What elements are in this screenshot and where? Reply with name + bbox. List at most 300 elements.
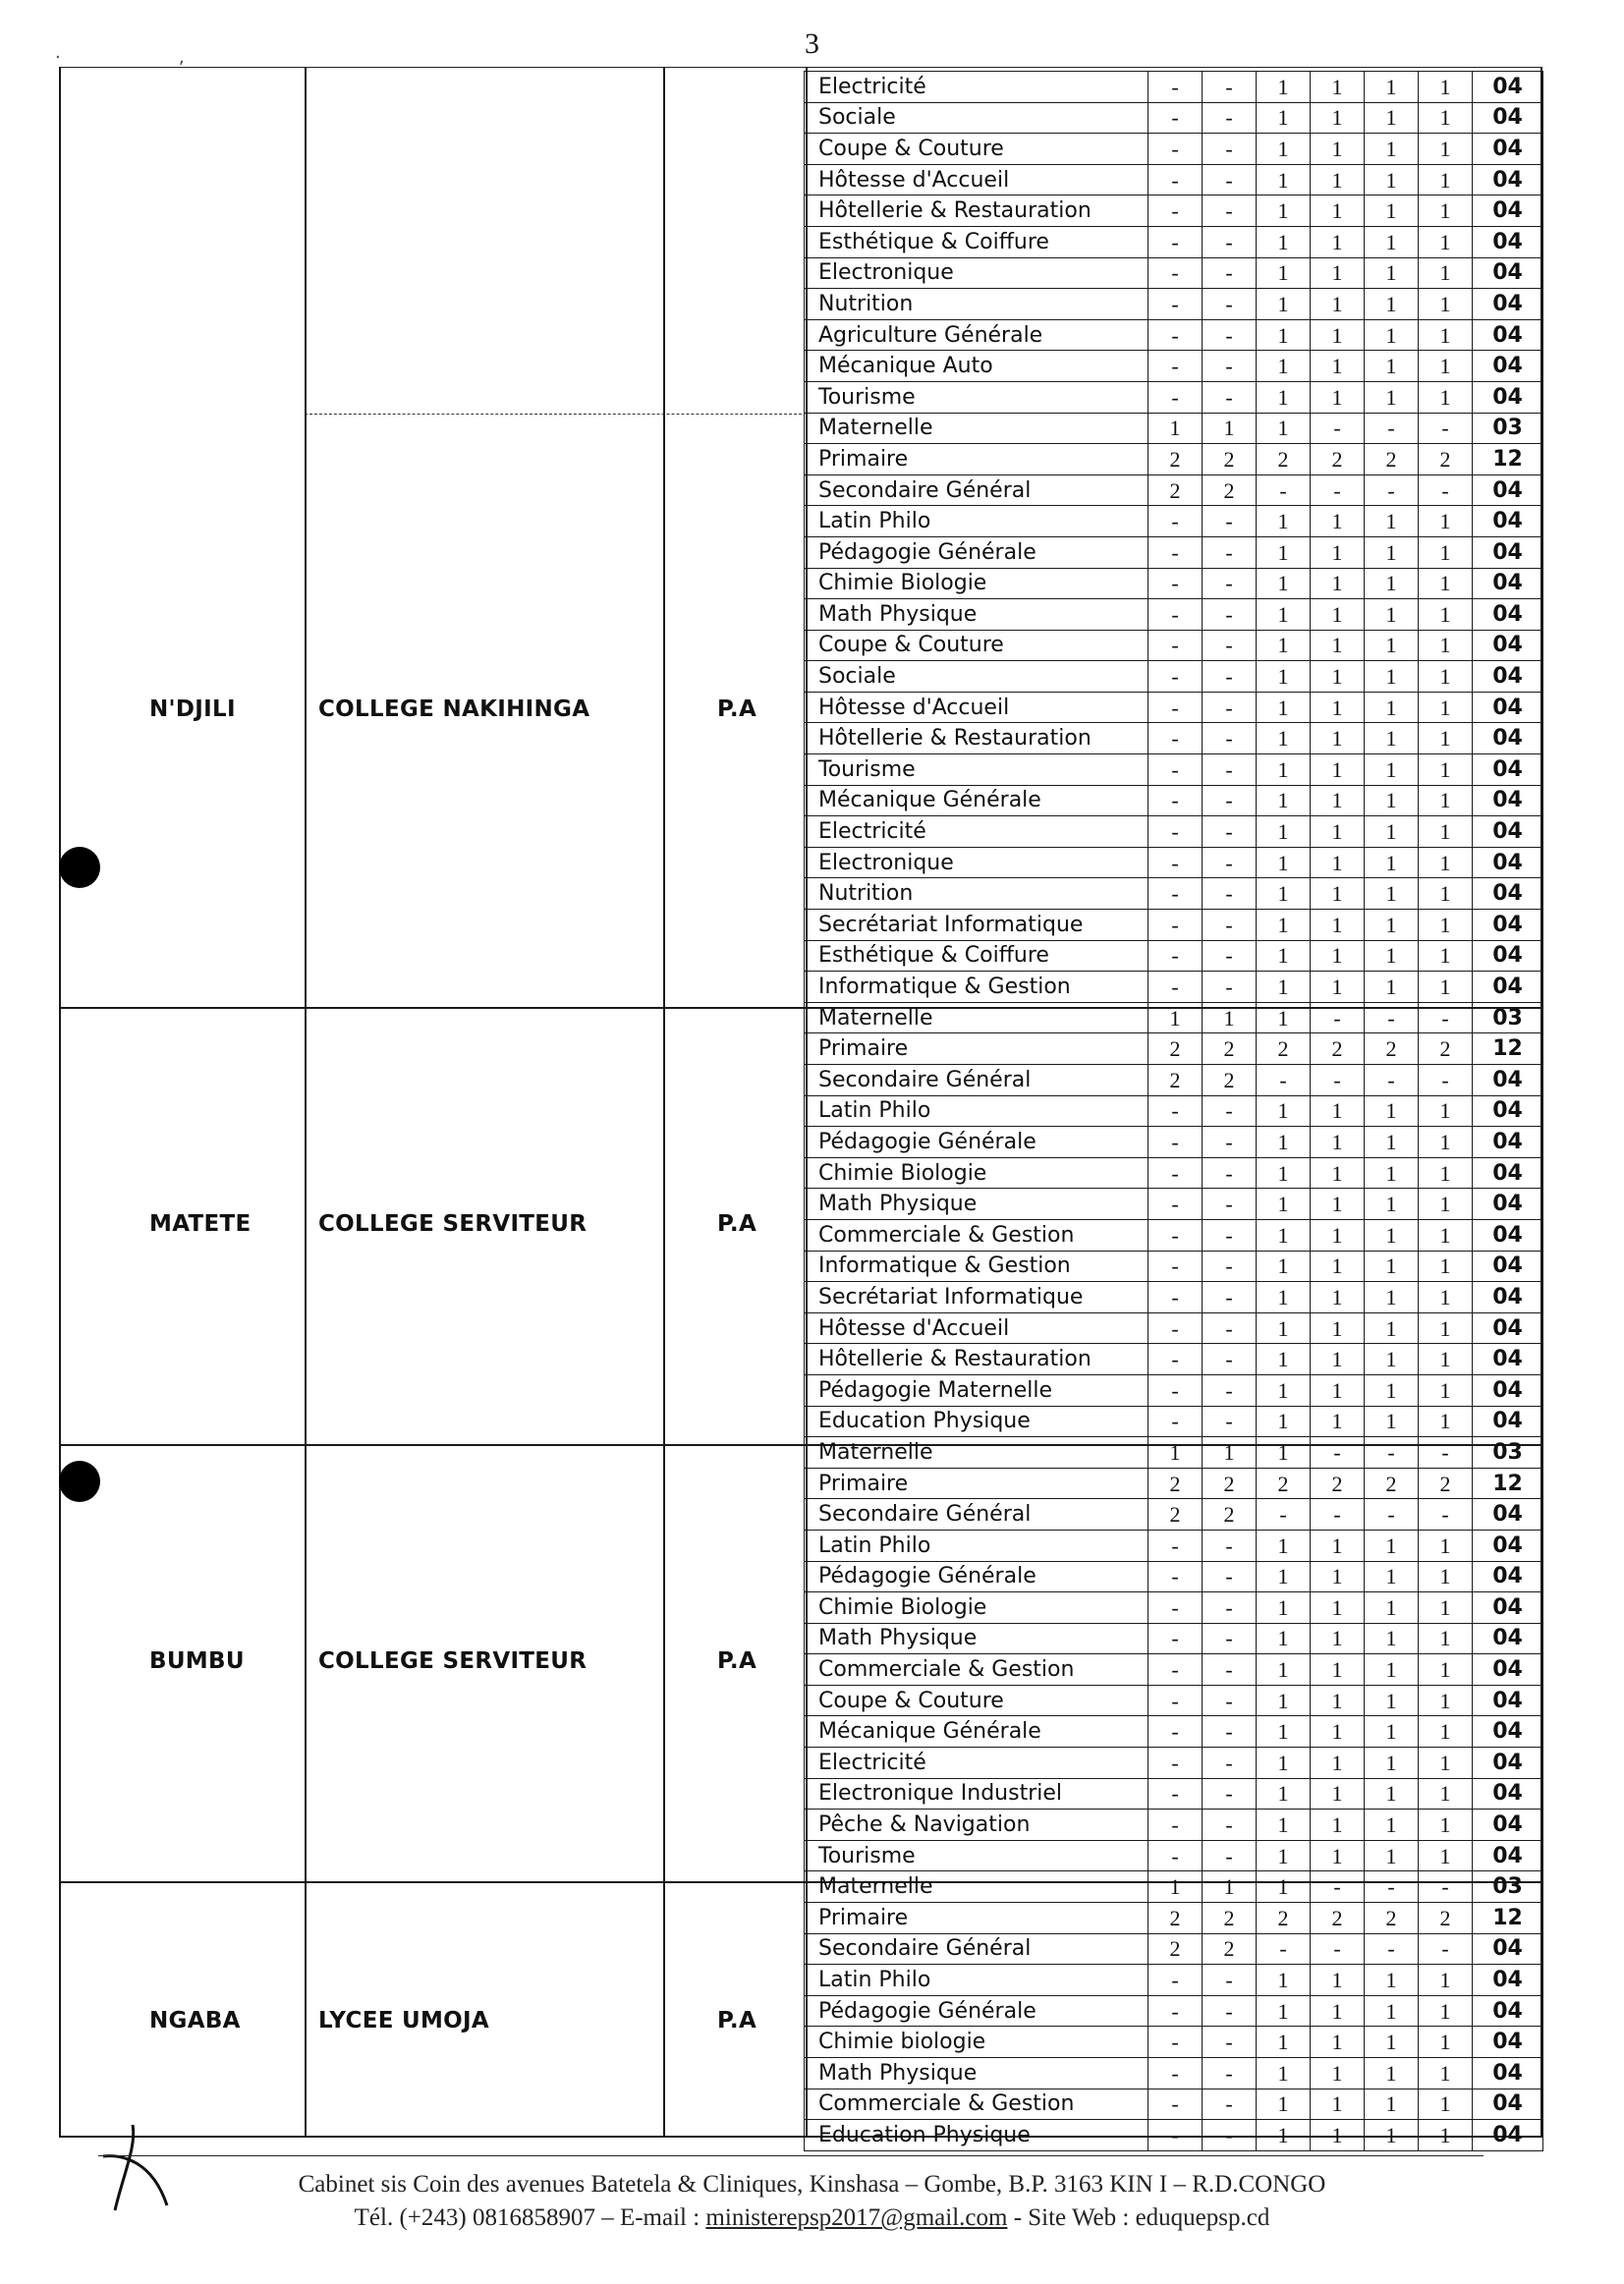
- table-row: [805, 1374, 1543, 1406]
- class-count: -: [1203, 754, 1257, 786]
- class-count: 1: [1311, 878, 1365, 910]
- class-count: 2: [1365, 444, 1419, 475]
- row-total: 04: [1473, 816, 1543, 848]
- class-count: -: [1203, 661, 1257, 693]
- class-count: -: [1148, 1592, 1203, 1624]
- class-count: -: [1419, 1499, 1473, 1531]
- class-count: 1: [1419, 1965, 1473, 1996]
- class-count: 2: [1203, 444, 1257, 475]
- class-count: -: [1148, 134, 1203, 165]
- class-count: 1: [1257, 723, 1311, 754]
- class-count: 1: [1148, 413, 1203, 444]
- commune-name: MATETE: [149, 1211, 252, 1238]
- option-name: Primaire: [805, 1033, 1148, 1065]
- class-count: -: [1203, 257, 1257, 289]
- class-count: 1: [1365, 319, 1419, 351]
- table-row: [805, 878, 1543, 910]
- class-count: 1: [1257, 1654, 1311, 1686]
- class-count: 1: [1311, 599, 1365, 631]
- table-row: [805, 723, 1543, 754]
- regime-label: P.A: [717, 696, 757, 723]
- table-row: [805, 1219, 1543, 1251]
- class-count: 1: [1365, 754, 1419, 786]
- class-count: 1: [1419, 1840, 1473, 1871]
- class-count: 1: [1365, 785, 1419, 816]
- row-total: 04: [1473, 1840, 1543, 1871]
- class-count: 1: [1148, 1437, 1203, 1469]
- class-count: -: [1148, 257, 1203, 289]
- option-name: Mécanique Générale: [805, 1716, 1148, 1748]
- class-count: 1: [1257, 1002, 1311, 1033]
- class-count: -: [1203, 1748, 1257, 1779]
- class-count: 1: [1311, 195, 1365, 227]
- class-count: 1: [1365, 195, 1419, 227]
- class-count: 1: [1311, 2058, 1365, 2089]
- class-count: -: [1148, 1312, 1203, 1344]
- class-count: -: [1148, 1748, 1203, 1779]
- class-count: -: [1148, 1374, 1203, 1406]
- option-name: Coupe & Couture: [805, 134, 1148, 165]
- class-count: 1: [1419, 1374, 1473, 1406]
- column-divider-school: [663, 67, 665, 2136]
- class-count: 1: [1311, 785, 1365, 816]
- school-name: COLLEGE SERVITEUR: [318, 1211, 588, 1238]
- option-name: Sociale: [805, 102, 1148, 134]
- class-count: -: [1203, 1374, 1257, 1406]
- regime-label: P.A: [717, 2007, 757, 2033]
- row-total: 03: [1473, 1002, 1543, 1033]
- class-count: 1: [1257, 1561, 1311, 1592]
- class-count: 1: [1311, 72, 1365, 103]
- class-count: 2: [1257, 444, 1311, 475]
- class-count: 1: [1419, 351, 1473, 382]
- class-count: -: [1148, 692, 1203, 723]
- class-count: 1: [1311, 692, 1365, 723]
- class-count: -: [1311, 1065, 1365, 1096]
- option-name: Chimie Biologie: [805, 568, 1148, 599]
- signature-mark: [93, 2117, 182, 2215]
- option-name: Hôtesse d'Accueil: [805, 1312, 1148, 1344]
- class-count: 1: [1365, 972, 1419, 1003]
- table-row: [805, 1933, 1543, 1965]
- class-count: 2: [1419, 444, 1473, 475]
- class-count: 1: [1419, 1157, 1473, 1189]
- table-row: [805, 754, 1543, 786]
- class-count: -: [1203, 816, 1257, 848]
- class-count: -: [1203, 1530, 1257, 1561]
- row-total: 04: [1473, 164, 1543, 195]
- class-count: 2: [1148, 1499, 1203, 1531]
- row-total: 04: [1473, 319, 1543, 351]
- class-count: 1: [1419, 1312, 1473, 1344]
- class-count: 1: [1365, 72, 1419, 103]
- row-total: 04: [1473, 1995, 1543, 2027]
- class-count: -: [1148, 723, 1203, 754]
- class-count: -: [1148, 599, 1203, 631]
- class-count: 1: [1257, 1530, 1311, 1561]
- table-row: [805, 2058, 1543, 2089]
- option-name: Secondaire Général: [805, 1933, 1148, 1965]
- row-total: 04: [1473, 1561, 1543, 1592]
- class-count: -: [1148, 1561, 1203, 1592]
- class-count: 1: [1311, 1748, 1365, 1779]
- option-name: Latin Philo: [805, 506, 1148, 537]
- class-count: 1: [1311, 1127, 1365, 1158]
- class-count: 1: [1311, 816, 1365, 848]
- class-count: -: [1203, 630, 1257, 661]
- class-count: 1: [1311, 910, 1365, 941]
- class-count: 1: [1203, 1002, 1257, 1033]
- option-name: Electronique Industriel: [805, 1778, 1148, 1810]
- row-total: 04: [1473, 474, 1543, 506]
- class-count: 1: [1419, 164, 1473, 195]
- class-count: 2: [1148, 1903, 1203, 1934]
- option-name: Commerciale & Gestion: [805, 1219, 1148, 1251]
- option-name: Primaire: [805, 1468, 1148, 1499]
- column-divider-commune: [305, 67, 307, 2136]
- option-name: Maternelle: [805, 1871, 1148, 1903]
- table-row: [805, 1592, 1543, 1624]
- class-count: 2: [1311, 1468, 1365, 1499]
- class-count: 1: [1419, 1189, 1473, 1220]
- class-count: 1: [1419, 1530, 1473, 1561]
- class-count: -: [1148, 1623, 1203, 1654]
- row-total: 04: [1473, 134, 1543, 165]
- table-row: [805, 226, 1543, 257]
- class-count: 1: [1365, 2027, 1419, 2058]
- table-row: [805, 1716, 1543, 1748]
- class-count: -: [1257, 474, 1311, 506]
- class-count: -: [1203, 1623, 1257, 1654]
- table-row: [805, 1002, 1543, 1033]
- row-total: 12: [1473, 444, 1543, 475]
- class-count: -: [1148, 1654, 1203, 1686]
- class-count: 1: [1257, 1251, 1311, 1282]
- row-total: 12: [1473, 1903, 1543, 1934]
- class-count: 1: [1311, 1189, 1365, 1220]
- class-count: 1: [1365, 1778, 1419, 1810]
- class-count: 1: [1419, 2089, 1473, 2120]
- row-total: 04: [1473, 940, 1543, 972]
- class-count: 1: [1257, 319, 1311, 351]
- class-count: -: [1148, 910, 1203, 941]
- class-count: -: [1203, 1561, 1257, 1592]
- row-total: 03: [1473, 413, 1543, 444]
- class-count: -: [1203, 2089, 1257, 2120]
- class-count: 1: [1365, 661, 1419, 693]
- option-name: Electricité: [805, 72, 1148, 103]
- class-count: 1: [1311, 134, 1365, 165]
- class-count: -: [1148, 754, 1203, 786]
- option-name: Chimie Biologie: [805, 1592, 1148, 1624]
- class-count: -: [1311, 1933, 1365, 1965]
- class-count: -: [1203, 1995, 1257, 2027]
- class-count: -: [1365, 1499, 1419, 1531]
- punch-hole-mark: [59, 847, 100, 888]
- class-count: -: [1148, 2027, 1203, 2058]
- table-row: [805, 506, 1543, 537]
- table-row: [805, 847, 1543, 878]
- row-total: 04: [1473, 1592, 1543, 1624]
- class-count: -: [1203, 1716, 1257, 1748]
- table-row: [805, 816, 1543, 848]
- option-name: Mécanique Générale: [805, 785, 1148, 816]
- class-count: -: [1203, 2027, 1257, 2058]
- class-count: -: [1148, 2089, 1203, 2120]
- row-total: 04: [1473, 2027, 1543, 2058]
- class-count: 1: [1419, 506, 1473, 537]
- class-count: -: [1203, 1810, 1257, 1841]
- class-count: -: [1203, 910, 1257, 941]
- option-name: Agriculture Générale: [805, 319, 1148, 351]
- class-count: -: [1148, 1840, 1203, 1871]
- option-name: Secondaire Général: [805, 1499, 1148, 1531]
- table-row: [805, 1406, 1543, 1437]
- class-count: 1: [1419, 1561, 1473, 1592]
- class-count: 1: [1257, 506, 1311, 537]
- class-count: 2: [1311, 1033, 1365, 1065]
- table-row: [805, 1778, 1543, 1810]
- class-count: 1: [1365, 1189, 1419, 1220]
- class-count: 1: [1311, 2027, 1365, 2058]
- class-count: 1: [1311, 1530, 1365, 1561]
- row-total: 04: [1473, 1095, 1543, 1127]
- class-count: -: [1203, 1406, 1257, 1437]
- class-count: -: [1148, 661, 1203, 693]
- class-count: 1: [1257, 1344, 1311, 1375]
- class-count: -: [1203, 226, 1257, 257]
- footer-contact: [0, 2204, 1624, 2232]
- class-count: -: [1148, 972, 1203, 1003]
- class-count: 1: [1365, 257, 1419, 289]
- class-count: 1: [1311, 1157, 1365, 1189]
- class-count: -: [1203, 599, 1257, 631]
- class-count: 1: [1419, 1778, 1473, 1810]
- row-total: 03: [1473, 1871, 1543, 1903]
- class-count: 1: [1365, 1623, 1419, 1654]
- row-total: 04: [1473, 1810, 1543, 1841]
- class-count: 1: [1365, 1654, 1419, 1686]
- row-total: 04: [1473, 2089, 1543, 2120]
- class-count: 1: [1419, 568, 1473, 599]
- class-count: 1: [1365, 1840, 1419, 1871]
- class-count: 1: [1257, 1995, 1311, 2027]
- table-row: [805, 785, 1543, 816]
- option-name: Pédagogie Générale: [805, 1127, 1148, 1158]
- class-count: 1: [1311, 723, 1365, 754]
- class-count: 1: [1311, 381, 1365, 413]
- class-count: -: [1148, 319, 1203, 351]
- class-count: 1: [1365, 630, 1419, 661]
- class-count: 2: [1148, 1933, 1203, 1965]
- row-total: 04: [1473, 1778, 1543, 1810]
- class-count: -: [1419, 413, 1473, 444]
- class-count: -: [1203, 1219, 1257, 1251]
- class-count: 1: [1311, 1561, 1365, 1592]
- option-name: Informatique & Gestion: [805, 1251, 1148, 1282]
- class-count: -: [1148, 195, 1203, 227]
- class-count: 1: [1311, 1592, 1365, 1624]
- class-count: 1: [1311, 2089, 1365, 2120]
- row-total: 04: [1473, 1065, 1543, 1096]
- class-count: 1: [1365, 1374, 1419, 1406]
- class-count: 1: [1365, 226, 1419, 257]
- class-count: 1: [1419, 661, 1473, 693]
- class-count: 1: [1365, 1530, 1419, 1561]
- class-count: 1: [1365, 1965, 1419, 1996]
- row-total: 04: [1473, 754, 1543, 786]
- class-count: 1: [1419, 599, 1473, 631]
- table-row: [805, 910, 1543, 941]
- class-count: -: [1203, 1592, 1257, 1624]
- option-name: Tourisme: [805, 381, 1148, 413]
- option-name: Electronique: [805, 257, 1148, 289]
- class-count: 1: [1419, 785, 1473, 816]
- class-count: -: [1203, 972, 1257, 1003]
- class-count: 1: [1365, 1095, 1419, 1127]
- class-count: -: [1203, 878, 1257, 910]
- class-count: 1: [1365, 1282, 1419, 1313]
- class-count: 2: [1148, 1065, 1203, 1096]
- row-total: 04: [1473, 1251, 1543, 1282]
- option-name: Hôtesse d'Accueil: [805, 164, 1148, 195]
- class-count: -: [1203, 351, 1257, 382]
- class-count: 1: [1419, 2058, 1473, 2089]
- class-count: 1: [1419, 1251, 1473, 1282]
- class-count: 1: [1311, 1406, 1365, 1437]
- class-count: -: [1203, 319, 1257, 351]
- table-row: [805, 474, 1543, 506]
- row-total: 04: [1473, 506, 1543, 537]
- row-total: 04: [1473, 351, 1543, 382]
- row-total: 04: [1473, 692, 1543, 723]
- table-row: [805, 972, 1543, 1003]
- table-row: [805, 1654, 1543, 1686]
- table-row: [805, 1840, 1543, 1871]
- table-row: [805, 319, 1543, 351]
- table-row: [805, 1468, 1543, 1499]
- class-count: 1: [1257, 599, 1311, 631]
- option-name: Commerciale & Gestion: [805, 2089, 1148, 2120]
- class-count: 1: [1311, 1095, 1365, 1127]
- footer-email-link[interactable]: ministerepsp2017@gmail.com: [705, 2204, 1008, 2231]
- class-count: 1: [1365, 1312, 1419, 1344]
- school-name: COLLEGE SERVITEUR: [318, 1648, 588, 1675]
- class-count: 1: [1257, 1406, 1311, 1437]
- class-count: -: [1148, 630, 1203, 661]
- option-name: Informatique & Gestion: [805, 972, 1148, 1003]
- class-count: -: [1203, 102, 1257, 134]
- row-total: 04: [1473, 1530, 1543, 1561]
- class-count: -: [1148, 568, 1203, 599]
- class-count: 1: [1257, 1374, 1311, 1406]
- class-count: 1: [1311, 351, 1365, 382]
- row-total: 04: [1473, 599, 1543, 631]
- class-count: -: [1148, 1406, 1203, 1437]
- class-count: -: [1311, 1437, 1365, 1469]
- class-count: 1: [1365, 1592, 1419, 1624]
- class-count: 1: [1419, 1654, 1473, 1686]
- class-count: 2: [1257, 1468, 1311, 1499]
- class-count: 1: [1257, 351, 1311, 382]
- class-count: 1: [1365, 134, 1419, 165]
- option-name: Maternelle: [805, 1002, 1148, 1033]
- class-count: 1: [1419, 816, 1473, 848]
- class-count: 1: [1365, 878, 1419, 910]
- class-count: 1: [1419, 1095, 1473, 1127]
- class-count: -: [1203, 134, 1257, 165]
- class-count: -: [1203, 1095, 1257, 1127]
- table-row: [805, 1623, 1543, 1654]
- table-row: [805, 134, 1543, 165]
- class-count: -: [1148, 1282, 1203, 1313]
- class-count: 1: [1419, 319, 1473, 351]
- table-row: [805, 2089, 1543, 2120]
- class-count: 1: [1419, 536, 1473, 568]
- option-name: Hôtesse d'Accueil: [805, 692, 1148, 723]
- class-count: 1: [1257, 1189, 1311, 1220]
- class-count: 1: [1419, 847, 1473, 878]
- class-count: 2: [1257, 1903, 1311, 1934]
- class-count: 1: [1419, 972, 1473, 1003]
- class-count: 1: [1311, 1965, 1365, 1996]
- class-count: 1: [1257, 878, 1311, 910]
- class-count: 1: [1419, 195, 1473, 227]
- row-total: 04: [1473, 972, 1543, 1003]
- class-count: 1: [1419, 1623, 1473, 1654]
- class-count: -: [1148, 878, 1203, 910]
- option-name: Latin Philo: [805, 1965, 1148, 1996]
- table-row: [805, 444, 1543, 475]
- class-count: 1: [1257, 1840, 1311, 1871]
- table-row: [805, 381, 1543, 413]
- class-count: 1: [1311, 568, 1365, 599]
- option-name: Math Physique: [805, 2058, 1148, 2089]
- class-count: -: [1148, 1778, 1203, 1810]
- class-count: 1: [1311, 1716, 1365, 1748]
- class-count: 2: [1365, 1033, 1419, 1065]
- class-count: -: [1148, 785, 1203, 816]
- class-count: 1: [1311, 754, 1365, 786]
- class-count: -: [1203, 1778, 1257, 1810]
- class-count: -: [1148, 506, 1203, 537]
- class-count: 1: [1419, 692, 1473, 723]
- class-count: 2: [1148, 474, 1203, 506]
- class-count: -: [1203, 72, 1257, 103]
- class-count: -: [1148, 1219, 1203, 1251]
- class-count: 1: [1257, 1219, 1311, 1251]
- class-count: 1: [1311, 1312, 1365, 1344]
- class-count: 1: [1257, 164, 1311, 195]
- option-name: Maternelle: [805, 1437, 1148, 1469]
- class-count: 1: [1311, 1654, 1365, 1686]
- table-row: [805, 2027, 1543, 2058]
- row-total: 04: [1473, 630, 1543, 661]
- option-name: Latin Philo: [805, 1095, 1148, 1127]
- class-count: 1: [1257, 2027, 1311, 2058]
- class-count: 1: [1419, 723, 1473, 754]
- class-count: -: [1419, 1002, 1473, 1033]
- page-number: 3: [805, 28, 819, 60]
- table-row: [805, 1871, 1543, 1903]
- class-count: 1: [1365, 692, 1419, 723]
- table-row: [805, 1530, 1543, 1561]
- option-name: Mécanique Auto: [805, 351, 1148, 382]
- class-count: 1: [1365, 351, 1419, 382]
- class-count: 1: [1365, 940, 1419, 972]
- class-count: 1: [1311, 1623, 1365, 1654]
- class-count: -: [1419, 1871, 1473, 1903]
